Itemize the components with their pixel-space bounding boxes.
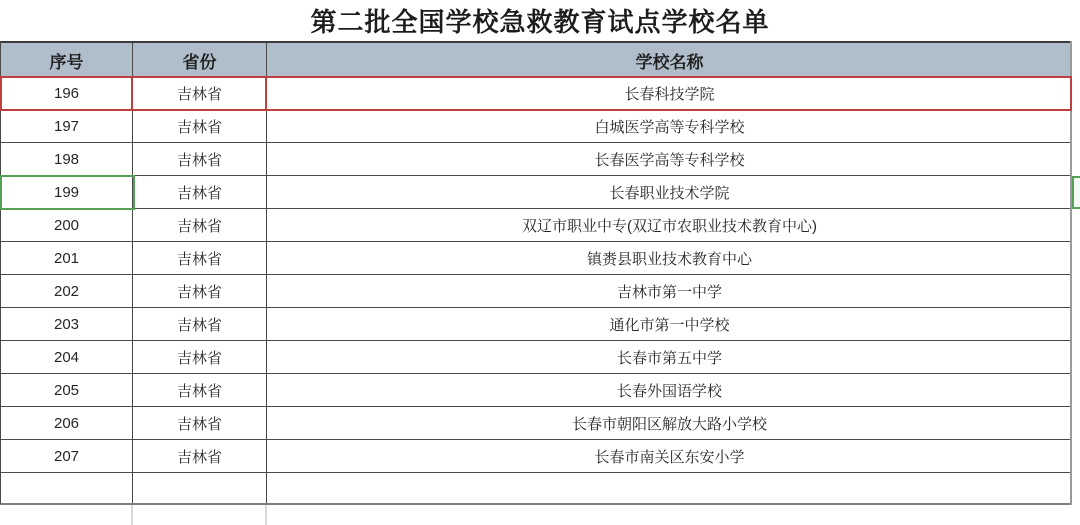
cell-school[interactable]: 长春外国语学校 <box>616 382 722 400</box>
cell-serial[interactable]: 202 <box>1 275 133 307</box>
partial-row-gridline <box>265 505 267 525</box>
partial-row-gridline <box>131 505 133 525</box>
header-school-name[interactable]: 学校名称 <box>635 52 704 72</box>
table-row <box>0 341 1072 374</box>
cell-province[interactable]: 吉林省 <box>133 143 267 175</box>
cell-serial[interactable]: 204 <box>1 341 133 373</box>
cell-school[interactable]: 镇赉县职业技术教育中心 <box>586 250 752 268</box>
table-row <box>0 407 1072 440</box>
cell-province[interactable]: 吉林省 <box>133 308 267 340</box>
cell-school[interactable]: 长春医学高等专科学校 <box>594 151 745 169</box>
table-row <box>0 308 1072 341</box>
page-title: 第二批全国学校急救教育试点学校名单 <box>310 7 770 37</box>
cell-province[interactable]: 吉林省 <box>133 77 267 109</box>
table-row <box>0 209 1072 242</box>
cell-school[interactable]: 双辽市职业中专(双辽市农职业技术教育中心) <box>522 217 817 235</box>
green-selection-fragment-right <box>1072 176 1080 209</box>
cell-empty[interactable] <box>133 473 267 503</box>
table-row <box>0 374 1072 407</box>
cell-province[interactable]: 吉林省 <box>133 407 267 439</box>
cell-province[interactable]: 吉林省 <box>133 275 267 307</box>
cell-serial[interactable]: 199 <box>1 176 133 208</box>
cell-province[interactable]: 吉林省 <box>133 209 267 241</box>
cell-serial[interactable]: 196 <box>1 77 133 109</box>
cell-school[interactable]: 长春科技学院 <box>624 85 715 103</box>
table-row <box>0 143 1072 176</box>
table-row <box>0 275 1072 308</box>
cell-school[interactable]: 长春市南关区东安小学 <box>594 448 745 466</box>
cell-serial[interactable]: 205 <box>1 374 133 406</box>
cell-province[interactable]: 吉林省 <box>133 176 267 208</box>
cell-serial[interactable]: 203 <box>1 308 133 340</box>
cell-province[interactable]: 吉林省 <box>133 341 267 373</box>
cell-empty[interactable] <box>1 473 133 503</box>
cell-school[interactable]: 长春职业技术学院 <box>609 184 730 202</box>
cell-school[interactable]: 长春市朝阳区解放大路小学校 <box>571 415 767 433</box>
table-row <box>0 110 1072 143</box>
cell-serial[interactable]: 201 <box>1 242 133 274</box>
cell-school[interactable]: 长春市第五中学 <box>616 349 722 367</box>
table-row <box>0 242 1072 275</box>
empty-table-row <box>0 473 1072 505</box>
cell-province[interactable]: 吉林省 <box>133 242 267 274</box>
cell-serial[interactable]: 197 <box>1 110 133 142</box>
header-serial[interactable]: 序号 <box>1 43 133 77</box>
table-row <box>0 440 1072 473</box>
table-right-border <box>1070 41 1072 505</box>
cell-empty[interactable] <box>267 473 1072 503</box>
cell-province[interactable]: 吉林省 <box>133 374 267 406</box>
cell-serial[interactable]: 206 <box>1 407 133 439</box>
cell-school[interactable]: 吉林市第一中学 <box>616 283 722 301</box>
cell-serial[interactable]: 200 <box>1 209 133 241</box>
table-row <box>0 77 1072 110</box>
table-row <box>0 176 1072 209</box>
cell-serial[interactable]: 207 <box>1 440 133 472</box>
title-row <box>0 0 1080 41</box>
cell-province[interactable]: 吉林省 <box>133 110 267 142</box>
header-province[interactable]: 省份 <box>133 43 267 77</box>
cell-serial[interactable]: 198 <box>1 143 133 175</box>
table-header-row <box>0 41 1072 77</box>
cell-school[interactable]: 白城医学高等专科学校 <box>594 118 745 136</box>
cell-school[interactable]: 通化市第一中学校 <box>609 316 730 334</box>
cell-province[interactable]: 吉林省 <box>133 440 267 472</box>
school-table <box>0 41 1072 505</box>
